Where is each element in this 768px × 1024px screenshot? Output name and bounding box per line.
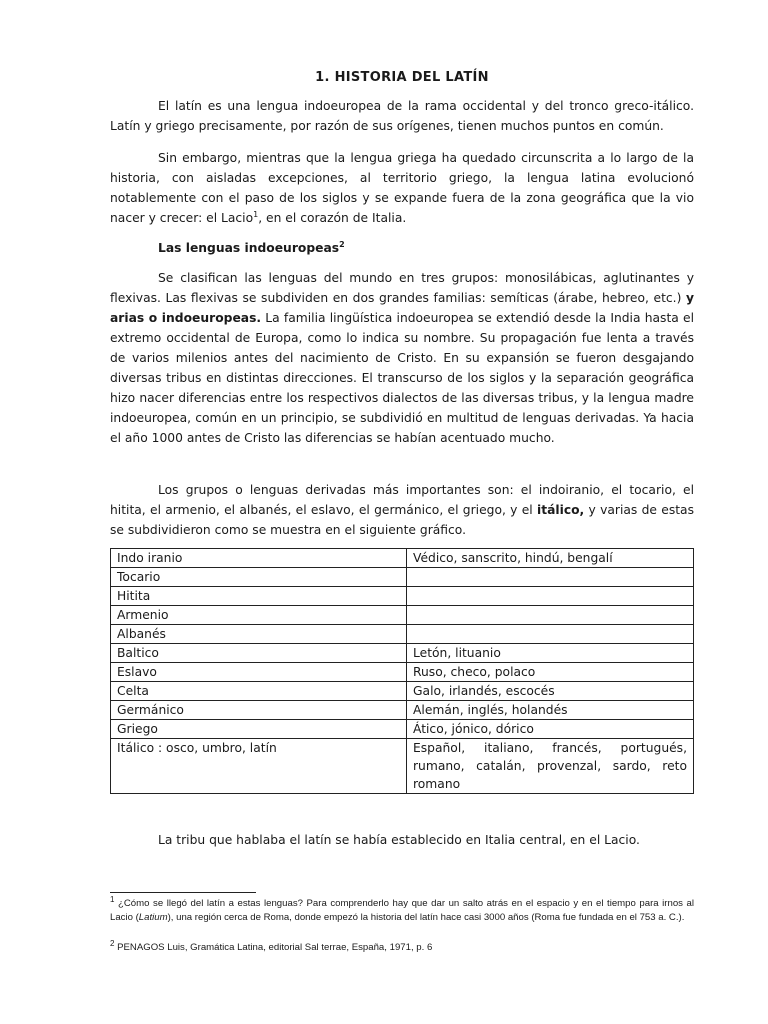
derived-languages-cell bbox=[407, 606, 694, 625]
paragraph-intro bbox=[110, 96, 694, 136]
table-row bbox=[111, 701, 694, 720]
language-group-cell: Albanés bbox=[111, 625, 407, 644]
paragraph-groups-text: Los grupos o lenguas derivadas más importantes son: el indoiranio, el tocario, el hitita, el armenio, el albanés, el eslavo, el germánico, el griego, y el bbox=[110, 483, 694, 517]
derived-languages-cell: Alemán, inglés, holandés bbox=[407, 701, 694, 720]
derived-languages-cell: Galo, irlandés, escocés bbox=[407, 682, 694, 701]
language-group-cell: Hitita bbox=[111, 587, 407, 606]
footnote-ref-2[interactable]: 2 bbox=[339, 239, 345, 249]
footnote-1-text-end: ), una región cerca de Roma, donde empezó la historia del latín hace casi 3000 años (Roma fue fundada en el 753 a. C.). bbox=[167, 911, 685, 923]
derived-languages-cell: Védico, sanscrito, hindú, bengalí bbox=[407, 549, 694, 568]
language-group-cell: Baltico bbox=[111, 644, 407, 663]
language-group-cell: Indo iranio bbox=[111, 549, 407, 568]
table-row bbox=[111, 720, 694, 739]
footnote-1 bbox=[110, 894, 694, 924]
table-row bbox=[111, 739, 694, 794]
derived-languages-cell bbox=[407, 625, 694, 644]
footnote-2 bbox=[110, 938, 694, 955]
paragraph-classification-text-end: La familia lingüística indoeuropea se extendió desde la India hasta el extremo occidental de Europa, como lo indica su nombre. Su propagación fue lenta a través de varios milenios antes del nacimiento de Cristo. En su expansión se fueron desgajando diversas tribus en distintas direcciones. El transcurso de los siglos y la separación geográfica hizo nacer diferencias entre los respectivos dialectos de las diversas tribus, y la lengua madre indoeuropea, común en un principio, se subdividió en multitud de lenguas derivadas. Ya hacia el año 1000 antes de Cristo las diferencias se habían acentuado mucho. bbox=[110, 311, 694, 445]
paragraph-expansion-text-end: , en el corazón de Italia. bbox=[258, 211, 407, 225]
language-group-cell: Itálico : osco, umbro, latín bbox=[111, 739, 407, 794]
derived-languages-cell: Ruso, checo, polaco bbox=[407, 663, 694, 682]
language-group-cell: Tocario bbox=[111, 568, 407, 587]
table-row bbox=[111, 625, 694, 644]
table-row bbox=[111, 568, 694, 587]
page-title: 1. HISTORIA DEL LATÍN bbox=[315, 70, 489, 85]
table-row bbox=[111, 606, 694, 625]
section-heading-text: Las lenguas indoeuropeas bbox=[158, 241, 340, 255]
footnote-divider bbox=[110, 892, 256, 893]
table-row bbox=[111, 549, 694, 568]
table-row bbox=[111, 663, 694, 682]
footnote-2-number: 2 bbox=[110, 938, 115, 948]
language-table bbox=[110, 548, 694, 794]
language-group-cell: Griego bbox=[111, 720, 407, 739]
paragraph-intro-text: El latín es una lengua indoeuropea de la rama occidental y del tronco greco-itálico. Latín y griego precisamente, por razón de sus orígenes, tienen muchos puntos en común. bbox=[110, 99, 694, 133]
derived-languages-cell: Letón, lituanio bbox=[407, 644, 694, 663]
language-group-cell: Eslavo bbox=[111, 663, 407, 682]
paragraph-closing bbox=[110, 830, 694, 850]
derived-languages-cell: Ático, jónico, dórico bbox=[407, 720, 694, 739]
paragraph-expansion bbox=[110, 148, 694, 228]
emphasis-italico: itálico, bbox=[537, 503, 585, 517]
paragraph-expansion-text: Sin embargo, mientras que la lengua griega ha quedado circunscrita a lo largo de la historia, con aisladas excepciones, al territorio griego, la lengua latina evolucionó notablemente con el paso de los siglos y se expande fuera de la zona geográfica que la vio nacer y crecer: el Lacio bbox=[110, 151, 694, 225]
derived-languages-cell bbox=[407, 587, 694, 606]
paragraph-classification-text: Se clasifican las lenguas del mundo en tres grupos: monosilábicas, aglutinantes y flexivas. Las flexivas se subdividen en dos grandes familias: semíticas (árabe, hebreo, etc.) bbox=[110, 271, 694, 305]
table-row bbox=[111, 682, 694, 701]
derived-languages-cell bbox=[407, 568, 694, 587]
footnote-1-number: 1 bbox=[110, 894, 115, 904]
footnote-2-text: PENAGOS Luis, Gramática Latina, editorial Sal terrae, España, 1971, p. 6 bbox=[114, 942, 433, 953]
table-row bbox=[111, 587, 694, 606]
paragraph-groups bbox=[110, 480, 694, 540]
paragraph-classification bbox=[110, 268, 694, 448]
language-group-cell: Armenio bbox=[111, 606, 407, 625]
footnote-ref-1[interactable]: 1 bbox=[253, 209, 259, 219]
footnote-1-italic: Latium bbox=[138, 911, 168, 923]
emphasis-indoeuropeas: y arias o indoeuropeas. bbox=[110, 291, 694, 325]
language-group-cell: Germánico bbox=[111, 701, 407, 720]
language-group-cell: Celta bbox=[111, 682, 407, 701]
footnote-1-text: ¿Cómo se llegó del latín a estas lenguas? Para comprenderlo hay que dar un salto atrás en el espacio y en el tiempo para irnos al Lacio ( bbox=[110, 898, 694, 923]
section-heading bbox=[158, 241, 345, 255]
paragraph-groups-text-end: y varias de estas se subdividieron como se muestra en el siguiente gráfico. bbox=[110, 503, 694, 537]
table-row bbox=[111, 644, 694, 663]
paragraph-closing-text: La tribu que hablaba el latín se había establecido en Italia central, en el Lacio. bbox=[158, 833, 640, 847]
derived-languages-cell: Español, italiano, francés, portugués, rumano, catalán, provenzal, sardo, reto romano bbox=[407, 739, 694, 794]
